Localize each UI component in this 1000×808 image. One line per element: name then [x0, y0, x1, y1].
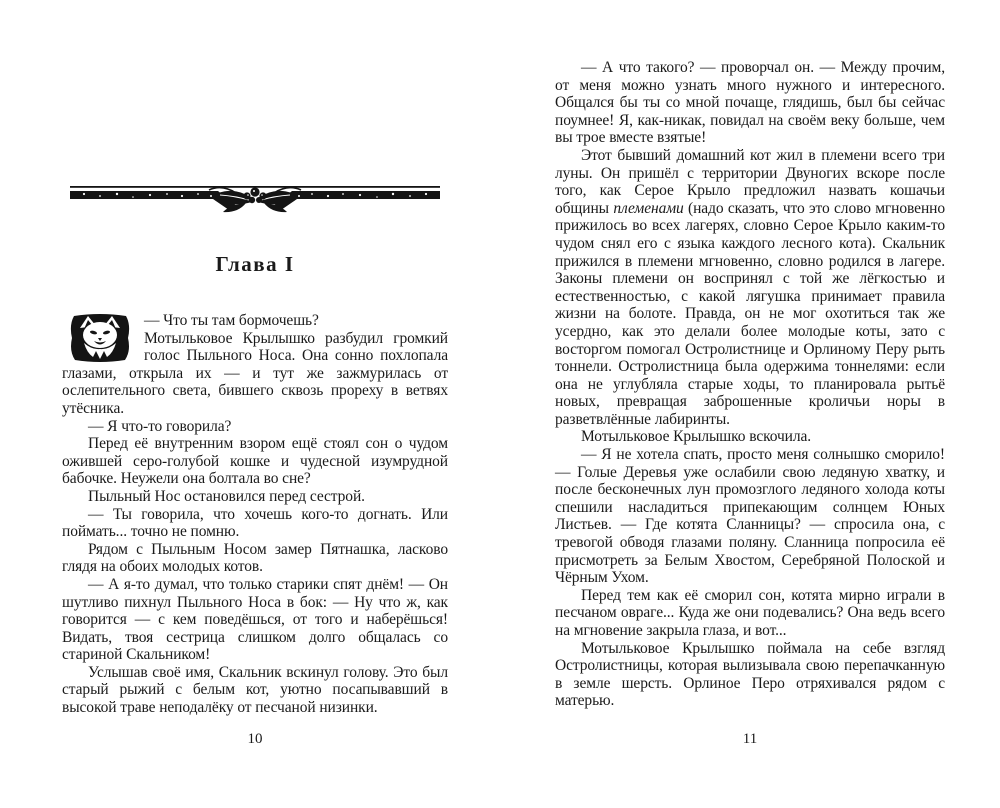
paragraph: Мотыльковое Крылышко вскочила. [581, 428, 812, 446]
paragraph: Этот бывший домашний кот жил в племени всего три луны. Он пришёл с территории Двуногих вскоре после того, как Серое Крыло предложил назвать кошачьи общины племенами (надо сказать, что это слово мгновенно прижилось во всех лагерях, словно Серое Крыло каким-то чудом снял его с языка каждого лесного кота). Скальник прижился в племени мгновенно, словно родился в лагере. Законы племени он воспринял с той же лёгкостью и естественностью, с какой лягушка принимает правила жизни на болоте. Правда, он не мог охотиться так же усердно, как это делали более молодые коты, зато с восторгом помогал Остролистнице и Орлиному Перу рыть тоннели. Остролистница была одержима тоннелями: если она не углубляла старые ходы, то планировала рытьё новых, превращая заброшенные кроличьи норы в разветвлённые лабиринты. [555, 146, 945, 428]
page-number-left: 10 [247, 731, 263, 747]
left-page [62, 0, 448, 808]
chapter-heading: Глава I [215, 252, 295, 276]
paragraph: — Что ты там бормочешь? [144, 312, 319, 329]
left-page-text [62, 312, 448, 717]
paragraph: Перед тем как её сморил сон, котята мирно играли в песчаном овраге... Куда же они подевались? Она ведь всего на мгновение закрыла глаза, и вот... [555, 586, 945, 639]
paragraph: Мотыльковое Крылышко поймала на себе взгляд Остролистницы, которая вылизывала свою перепачканную в земле шерсть. Орлиное Перо отряхивался рядом с матерью. [555, 639, 945, 710]
paragraph: — Ты говорила, что хочешь кого-то догнать. Или поймать... точно не помню. [62, 505, 448, 541]
paragraph: — Я не хотела спать, просто меня солнышко сморило! — Голые Деревья уже ослабили свою ледяную хватку, и после бесконечных лун промозглого ледяного холода коты спешили насладиться припекающим солнцем Юных Листьев. — Где котята Сланницы? — спросила она, с тревогой обводя глазами поляну. Сланница попросила её присмотреть за Белым Хвостом, Серебряной Полоской и Чёрным Ухом. [555, 446, 945, 587]
paragraph: — Я что-то говорила? [88, 417, 232, 435]
paragraph: Перед её внутренним взором ещё стоял сон о чудом ожившей серо-голубой кошке и чудесной изумрудной бабочке. Неужели она болтала во сне? [62, 435, 448, 488]
right-page [555, 0, 945, 808]
italic-term: племенами [613, 199, 684, 217]
paragraph: — А что такого? — проворчал он. — Между прочим, от меня можно узнать много нужного и интересного. Общался бы ты со мной почаще, глядишь, был бы сейчас поумнее! Я, как-никак, повидал на своём веку больше, чем вы трое вместе взятые! [555, 59, 945, 147]
paragraph: Мотыльковое Крылышко разбудил громкий голос Пыльного Носа. Она сонно похлопала глазами, открыла их — и тут же зажмурилась от ослепительного света, бившего сквозь прореху в ветвях утёсника. [62, 329, 448, 417]
page-number-right: 11 [742, 731, 758, 747]
paragraph: — А я-то думал, что только старики спят днём! — Он шутливо пихнул Пыльного Носа в бок: — Ну что ж, как говорится — с кем поведёшься, от того и наберёшься! Видать, твоя сестрица слишком долго общалась со стариной Скальником! [62, 575, 448, 664]
paragraph: Услышав своё имя, Скальник вскинул голову. Это был старый рыжий с белым кот, уютно посапывавший в высокой траве неподалёку от песчаной низинки. [62, 663, 448, 717]
cat-face-vignette-icon [69, 313, 131, 363]
headpiece-ornament-icon [70, 183, 440, 215]
paragraph: Пыльный Нос остановился перед сестрой. [88, 487, 365, 505]
right-page-text [555, 59, 945, 710]
paragraph: Рядом с Пыльным Носом замер Пятнашка, ласково глядя на обоих молодых котов. [62, 540, 448, 576]
headpiece-leaf-cluster [209, 187, 301, 212]
